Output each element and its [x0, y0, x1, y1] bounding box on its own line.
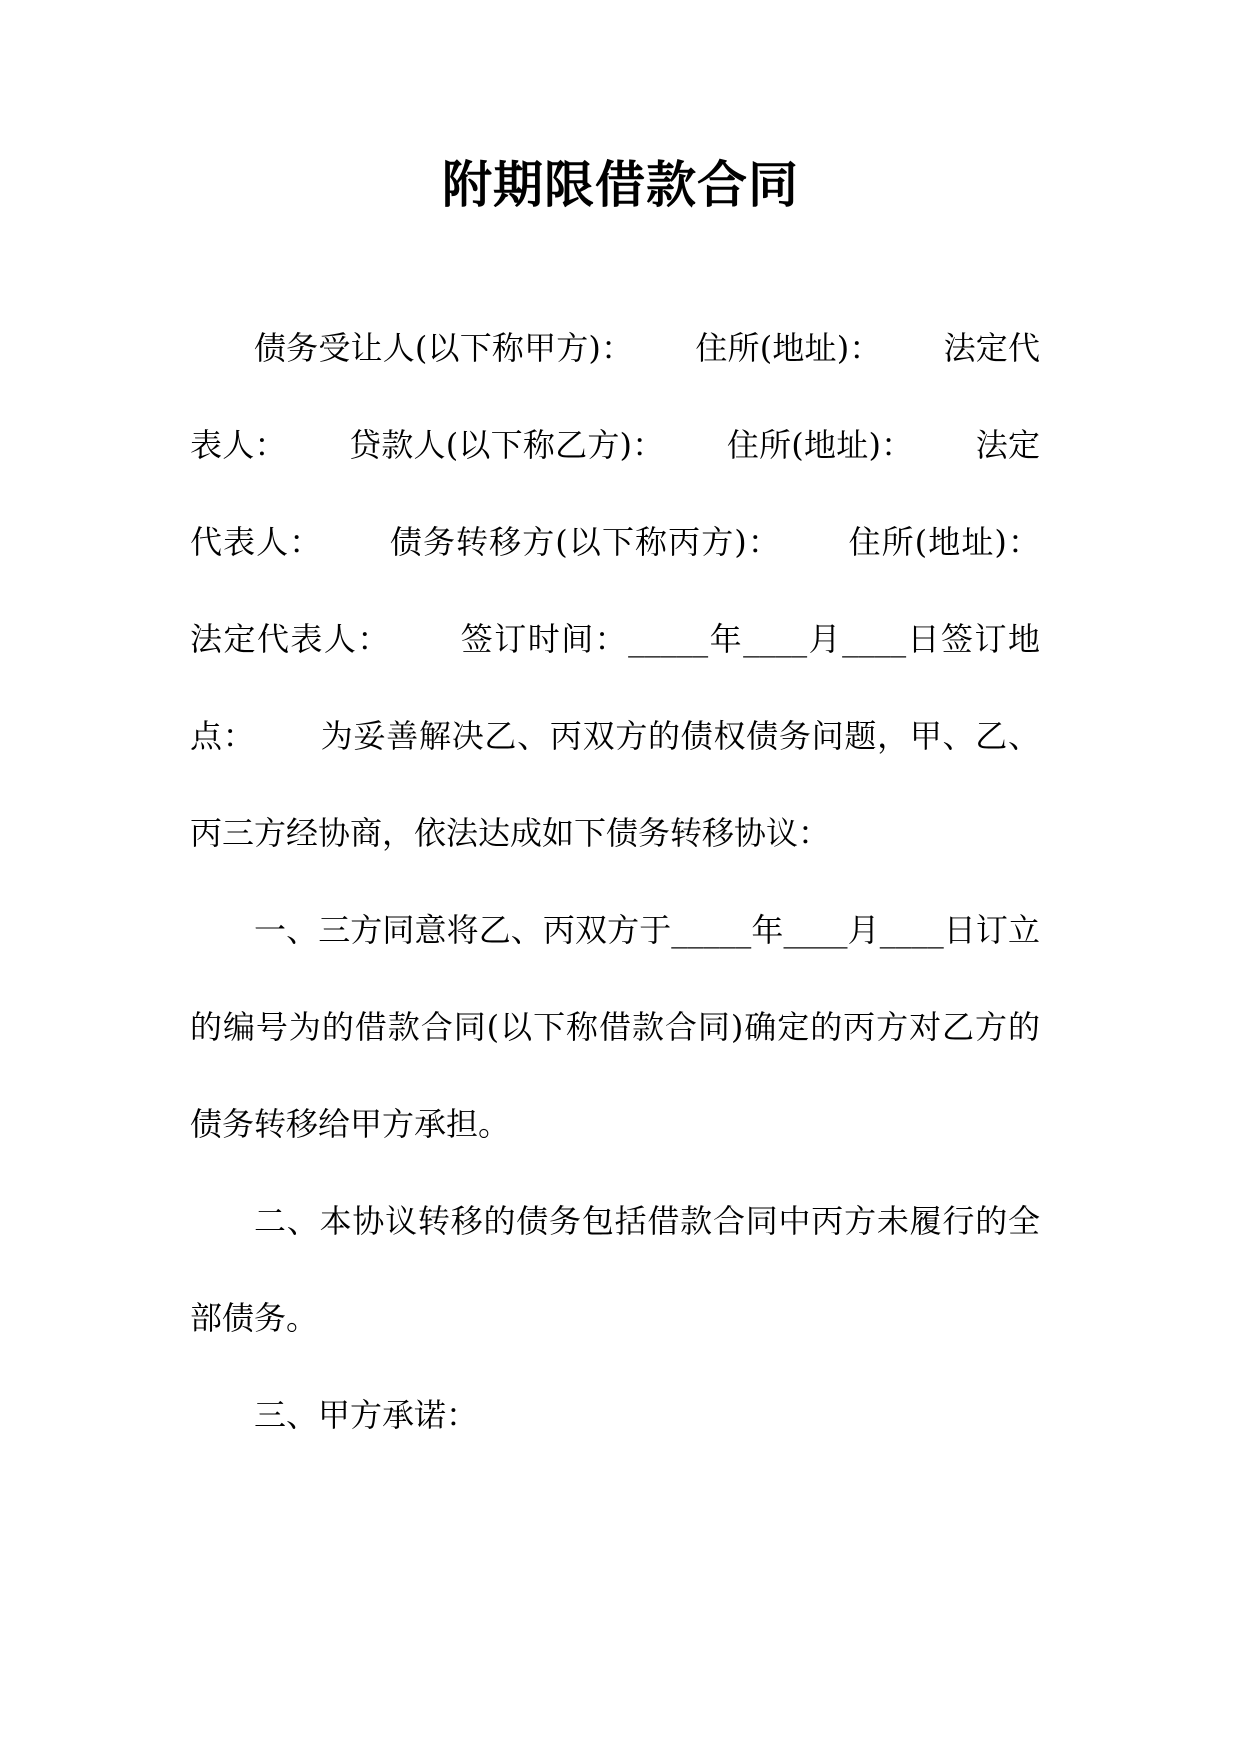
document-title: 附期限借款合同: [442, 155, 799, 214]
parties-paragraph: 债务受让人(以下称甲方)： 住所(地址)： 法定代表人： 贷款人(以下称乙方)： 住所(地址)： 法定代表人： 债务转移方(以下称丙方)： 住所(地址)： 法定代表人： 签订时间：_____年____月____日签订地点： 为妥善解决乙、丙双方的债权债务问题，甲、乙、丙三方经协商，依法达成如下债务转移协议：: [190, 329, 1102, 852]
document-body: [190, 300, 1102, 1464]
clause-2-paragraph: 二、本协议转移的债务包括借款合同中丙方未履行的全部债务。: [190, 1202, 1040, 1337]
clause-3-paragraph: 三、甲方承诺：: [254, 1396, 479, 1434]
clause-1-paragraph: 一、三方同意将乙、丙双方于_____年____月____日订立的编号为的借款合同(以下称借款合同)确定的丙方对乙方的债务转移给甲方承担。: [190, 911, 1040, 1143]
